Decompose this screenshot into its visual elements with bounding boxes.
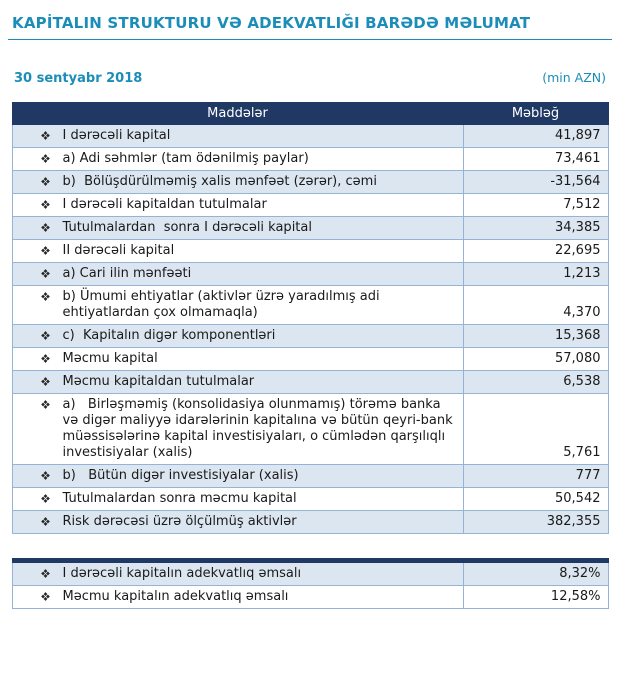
report-date: 30 sentyabr 2018 <box>14 71 143 86</box>
table-header-row <box>12 103 608 125</box>
table-row-label: I dərəcəli kapital <box>62 128 171 143</box>
table-row-label: Məcmu kapital <box>62 351 158 366</box>
table-row-value: 22,695 <box>463 240 608 263</box>
main-table-body <box>12 125 608 534</box>
table-row-value: 57,080 <box>463 348 608 371</box>
table-row-value: 5,761 <box>463 394 608 465</box>
table-row-value: 50,542 <box>463 488 608 511</box>
diamond-bullet-icon <box>41 131 50 140</box>
table-row-value: 34,385 <box>463 217 608 240</box>
table-row-value: -31,564 <box>463 171 608 194</box>
unit-label: (min AZN) <box>542 70 606 85</box>
table-row <box>12 325 608 348</box>
diamond-bullet-icon <box>41 292 50 301</box>
title-divider <box>8 39 612 40</box>
table-row <box>12 488 608 511</box>
diamond-bullet-icon <box>41 200 50 209</box>
table-row <box>12 217 608 240</box>
table-row <box>12 240 608 263</box>
page-title: KAPİTALIN STRUKTURU VƏ ADEKVATLIĞI BARƏDƏ MƏLUMAT <box>12 14 531 32</box>
table-row-label: b) Ümumi ehtiyatlar (aktivlər üzrə yaradılmış adi ehtiyatlardan çox olmamaqla) <box>62 289 384 320</box>
table-row-value: 15,368 <box>463 325 608 348</box>
diamond-bullet-icon <box>41 377 50 386</box>
diamond-bullet-icon <box>41 331 50 340</box>
table-row <box>12 263 608 286</box>
table-row <box>12 371 608 394</box>
table-row <box>12 194 608 217</box>
diamond-bullet-icon <box>41 400 50 409</box>
ratio-row-label: Məcmu kapitalın adekvatlıq əmsalı <box>62 589 289 604</box>
column-header-items: Maddələr <box>12 103 463 125</box>
diamond-bullet-icon <box>41 569 50 578</box>
table-row <box>12 511 608 534</box>
diamond-bullet-icon <box>41 592 50 601</box>
table-row-value: 7,512 <box>463 194 608 217</box>
column-header-amount: Məbləğ <box>463 103 608 125</box>
table-row-label: Risk dərəcəsi üzrə ölçülmüş aktivlər <box>62 514 297 529</box>
table-row-label: Tutulmalardan sonra məcmu kapital <box>62 491 297 506</box>
table-row <box>12 465 608 488</box>
ratio-table-body <box>12 561 608 609</box>
table-row-label: I dərəcəli kapitaldan tutulmalar <box>62 197 267 212</box>
ratio-row-value: 8,32% <box>463 561 608 586</box>
table-row-label: a) Cari ilin mənfəəti <box>62 266 192 281</box>
table-row <box>12 348 608 371</box>
diamond-bullet-icon <box>41 517 50 526</box>
diamond-bullet-icon <box>41 471 50 480</box>
diamond-bullet-icon <box>41 494 50 503</box>
diamond-bullet-icon <box>41 246 50 255</box>
table-row <box>12 394 608 465</box>
table-row-value: 4,370 <box>463 286 608 325</box>
table-row-label: b) Bölüşdürülməmiş xalis mənfəət (zərər), cəmi <box>62 174 377 189</box>
table-row-label: a) Adi səhmlər (tam ödənilmiş paylar) <box>62 151 309 166</box>
table-row-value: 6,538 <box>463 371 608 394</box>
diamond-bullet-icon <box>41 223 50 232</box>
meta-row <box>0 70 620 86</box>
diamond-bullet-icon <box>41 177 50 186</box>
ratio-row-value: 12,58% <box>463 586 608 609</box>
table-row-label: II dərəcəli kapital <box>62 243 175 258</box>
ratio-row <box>12 561 608 586</box>
table-row <box>12 148 608 171</box>
capital-structure-table <box>12 102 609 534</box>
table-row <box>12 286 608 325</box>
table-row-value: 1,213 <box>463 263 608 286</box>
diamond-bullet-icon <box>41 154 50 163</box>
table-row-label: a) Birləşməmiş (konsolidasiya olunmamış) törəmə banka və digər maliyyə idarələrinin kapitalına və bütün qeyri-bank müəssisələrinə kapital investisiyaları, o cümlədən qarşılıqlı investisiyalar (xalis) <box>62 397 457 460</box>
table-row-label: Məcmu kapitaldan tutulmalar <box>62 374 255 389</box>
table-row-value: 777 <box>463 465 608 488</box>
table-row-value: 73,461 <box>463 148 608 171</box>
table-row-label: c) Kapitalın digər komponentləri <box>62 328 276 343</box>
ratio-row-label: I dərəcəli kapitalın adekvatlıq əmsalı <box>62 566 302 581</box>
table-row-value: 382,355 <box>463 511 608 534</box>
table-row-value: 41,897 <box>463 125 608 148</box>
table-row-label: b) Bütün digər investisiyalar (xalis) <box>62 468 299 483</box>
diamond-bullet-icon <box>41 354 50 363</box>
diamond-bullet-icon <box>41 269 50 278</box>
table-row <box>12 171 608 194</box>
table-row <box>12 125 608 148</box>
table-row-label: Tutulmalardan sonra I dərəcəli kapital <box>62 220 312 235</box>
adequacy-ratios-table <box>12 558 609 609</box>
ratio-row <box>12 586 608 609</box>
